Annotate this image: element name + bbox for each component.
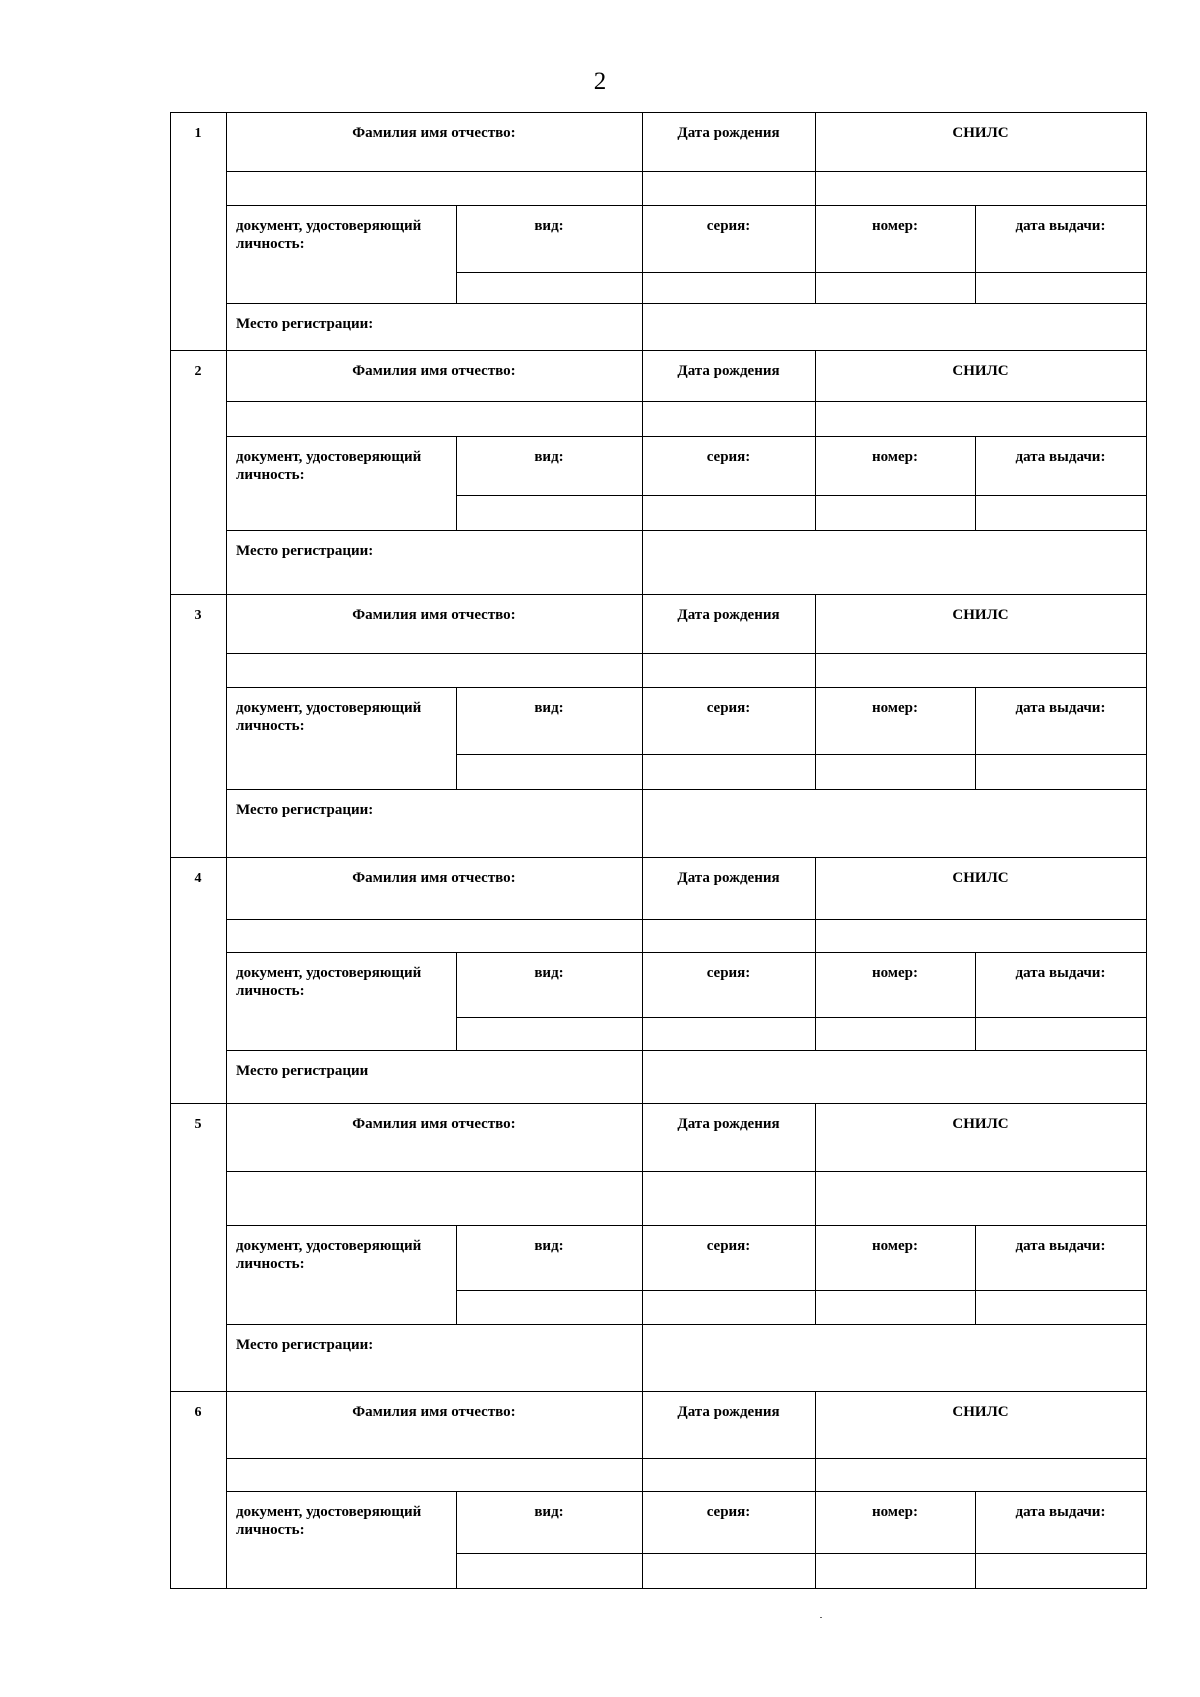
- doc-issue-date-label: дата выдачи:: [1015, 1504, 1106, 1520]
- row-index: 6: [194, 1405, 202, 1420]
- birth-date-field[interactable]: [643, 654, 814, 686]
- document-label: документ, удостоверяющий личность:: [236, 700, 422, 734]
- doc-issue-date-field[interactable]: [976, 755, 1145, 788]
- birth-date-field[interactable]: [643, 172, 814, 204]
- registration-field[interactable]: [643, 1051, 1145, 1102]
- doc-issue-date-label: дата выдачи:: [1015, 965, 1106, 981]
- row-index: 2: [194, 364, 202, 379]
- snils-field[interactable]: [816, 654, 1145, 686]
- doc-number-label: номер:: [871, 449, 919, 465]
- registration-label: Место регистрации:: [236, 543, 374, 559]
- doc-type-label: вид:: [534, 218, 564, 234]
- row-line: [226, 952, 1147, 953]
- snils-label: СНИЛС: [952, 1116, 1009, 1132]
- row-line: [226, 205, 1147, 206]
- snils-field[interactable]: [816, 1172, 1145, 1224]
- doc-type-field[interactable]: [457, 1291, 641, 1323]
- doc-issue-date-label: дата выдачи:: [1015, 700, 1106, 716]
- fio-label: Фамилия имя отчество:: [352, 870, 516, 886]
- doc-number-field[interactable]: [816, 1554, 974, 1587]
- registration-label: Место регистрации:: [236, 802, 374, 818]
- doc-issue-date-field[interactable]: [976, 1291, 1145, 1323]
- birth-date-label: Дата рождения: [677, 363, 780, 379]
- fio-label: Фамилия имя отчество:: [352, 1116, 516, 1132]
- document-label: документ, удостоверяющий личность:: [236, 1504, 422, 1538]
- birth-date-field[interactable]: [643, 1459, 814, 1490]
- snils-label: СНИЛС: [952, 1404, 1009, 1420]
- birth-date-field[interactable]: [643, 1172, 814, 1224]
- fio-label: Фамилия имя отчество:: [352, 363, 516, 379]
- doc-series-label: серия:: [706, 700, 751, 716]
- birth-date-label: Дата рождения: [677, 1116, 780, 1132]
- fio-field[interactable]: [227, 654, 641, 686]
- doc-issue-date-field[interactable]: [976, 1018, 1145, 1049]
- fio-field[interactable]: [227, 1459, 641, 1490]
- block-separator: [170, 857, 1147, 858]
- block-separator: [170, 1391, 1147, 1392]
- registration-field[interactable]: [643, 304, 1145, 349]
- doc-issue-date-label: дата выдачи:: [1015, 218, 1106, 234]
- doc-type-label: вид:: [534, 965, 564, 981]
- snils-field[interactable]: [816, 402, 1145, 435]
- doc-series-field[interactable]: [643, 1554, 814, 1587]
- doc-series-label: серия:: [706, 1238, 751, 1254]
- doc-type-field[interactable]: [457, 273, 641, 302]
- row-index: 3: [194, 608, 202, 623]
- doc-number-field[interactable]: [816, 1018, 974, 1049]
- doc-series-label: серия:: [706, 218, 751, 234]
- form-border-top: [170, 112, 1147, 113]
- doc-series-field[interactable]: [643, 755, 814, 788]
- registration-field[interactable]: [643, 790, 1145, 856]
- document-label: документ, удостоверяющий личность:: [236, 449, 422, 483]
- doc-series-field[interactable]: [643, 1018, 814, 1049]
- doc-type-label: вид:: [534, 1504, 564, 1520]
- registration-field[interactable]: [643, 1325, 1145, 1390]
- birth-date-label: Дата рождения: [677, 870, 780, 886]
- scan-speck: [820, 1617, 822, 1618]
- row-index: 4: [194, 871, 202, 886]
- block-separator: [170, 1103, 1147, 1104]
- doc-type-field[interactable]: [457, 496, 641, 529]
- index-column-divider: [226, 112, 227, 1589]
- fio-label: Фамилия имя отчество:: [352, 125, 516, 141]
- document-label: документ, удостоверяющий личность:: [236, 1238, 422, 1272]
- doc-type-label: вид:: [534, 449, 564, 465]
- doc-type-field[interactable]: [457, 1554, 641, 1587]
- fio-field[interactable]: [227, 920, 641, 951]
- fio-label: Фамилия имя отчество:: [352, 1404, 516, 1420]
- snils-field[interactable]: [816, 172, 1145, 204]
- fio-field[interactable]: [227, 402, 641, 435]
- document-label: документ, удостоверяющий личность:: [236, 218, 422, 252]
- fio-field[interactable]: [227, 172, 641, 204]
- form-border-bottom: [170, 1588, 1147, 1589]
- birth-date-field[interactable]: [643, 920, 814, 951]
- page-number: 2: [593, 68, 607, 95]
- doc-type-label: вид:: [534, 700, 564, 716]
- doc-issue-date-field[interactable]: [976, 496, 1145, 529]
- row-line: [226, 436, 1147, 437]
- doc-series-field[interactable]: [643, 1291, 814, 1323]
- form-border-right: [1146, 112, 1147, 1589]
- doc-issue-date-label: дата выдачи:: [1015, 1238, 1106, 1254]
- row-line: [226, 1491, 1147, 1492]
- doc-number-label: номер:: [871, 700, 919, 716]
- birth-date-label: Дата рождения: [677, 125, 780, 141]
- registration-label: Место регистрации:: [236, 316, 374, 332]
- form-border-left: [170, 112, 171, 1589]
- birth-date-field[interactable]: [643, 402, 814, 435]
- doc-number-label: номер:: [871, 1238, 919, 1254]
- doc-series-field[interactable]: [643, 273, 814, 302]
- doc-number-label: номер:: [871, 218, 919, 234]
- row-line: [226, 687, 1147, 688]
- person-data-form: [170, 112, 1146, 1588]
- birth-date-label: Дата рождения: [677, 607, 780, 623]
- registration-label: Место регистрации: [236, 1063, 369, 1079]
- row-line: [226, 1225, 1147, 1226]
- registration-field[interactable]: [643, 531, 1145, 593]
- doc-series-field[interactable]: [643, 496, 814, 529]
- snils-label: СНИЛС: [952, 125, 1009, 141]
- fio-field[interactable]: [227, 1172, 641, 1224]
- document-label: документ, удостоверяющий личность:: [236, 965, 422, 999]
- doc-issue-date-field[interactable]: [976, 273, 1145, 302]
- registration-label: Место регистрации:: [236, 1337, 374, 1353]
- doc-issue-date-field[interactable]: [976, 1554, 1145, 1587]
- doc-number-field[interactable]: [816, 755, 974, 788]
- doc-number-field[interactable]: [816, 273, 974, 302]
- doc-series-label: серия:: [706, 449, 751, 465]
- doc-number-label: номер:: [871, 1504, 919, 1520]
- row-index: 1: [194, 126, 202, 141]
- doc-type-field[interactable]: [457, 1018, 641, 1049]
- doc-type-label: вид:: [534, 1238, 564, 1254]
- doc-number-label: номер:: [871, 965, 919, 981]
- birth-date-label: Дата рождения: [677, 1404, 780, 1420]
- doc-series-label: серия:: [706, 1504, 751, 1520]
- snils-field[interactable]: [816, 920, 1145, 951]
- fio-label: Фамилия имя отчество:: [352, 607, 516, 623]
- snils-label: СНИЛС: [952, 363, 1009, 379]
- doc-number-field[interactable]: [816, 1291, 974, 1323]
- block-separator: [170, 350, 1147, 351]
- block-separator: [170, 594, 1147, 595]
- row-index: 5: [194, 1117, 202, 1132]
- snils-field[interactable]: [816, 1459, 1145, 1490]
- doc-issue-date-label: дата выдачи:: [1015, 449, 1106, 465]
- doc-number-field[interactable]: [816, 496, 974, 529]
- snils-label: СНИЛС: [952, 607, 1009, 623]
- doc-type-field[interactable]: [457, 755, 641, 788]
- snils-label: СНИЛС: [952, 870, 1009, 886]
- doc-series-label: серия:: [706, 965, 751, 981]
